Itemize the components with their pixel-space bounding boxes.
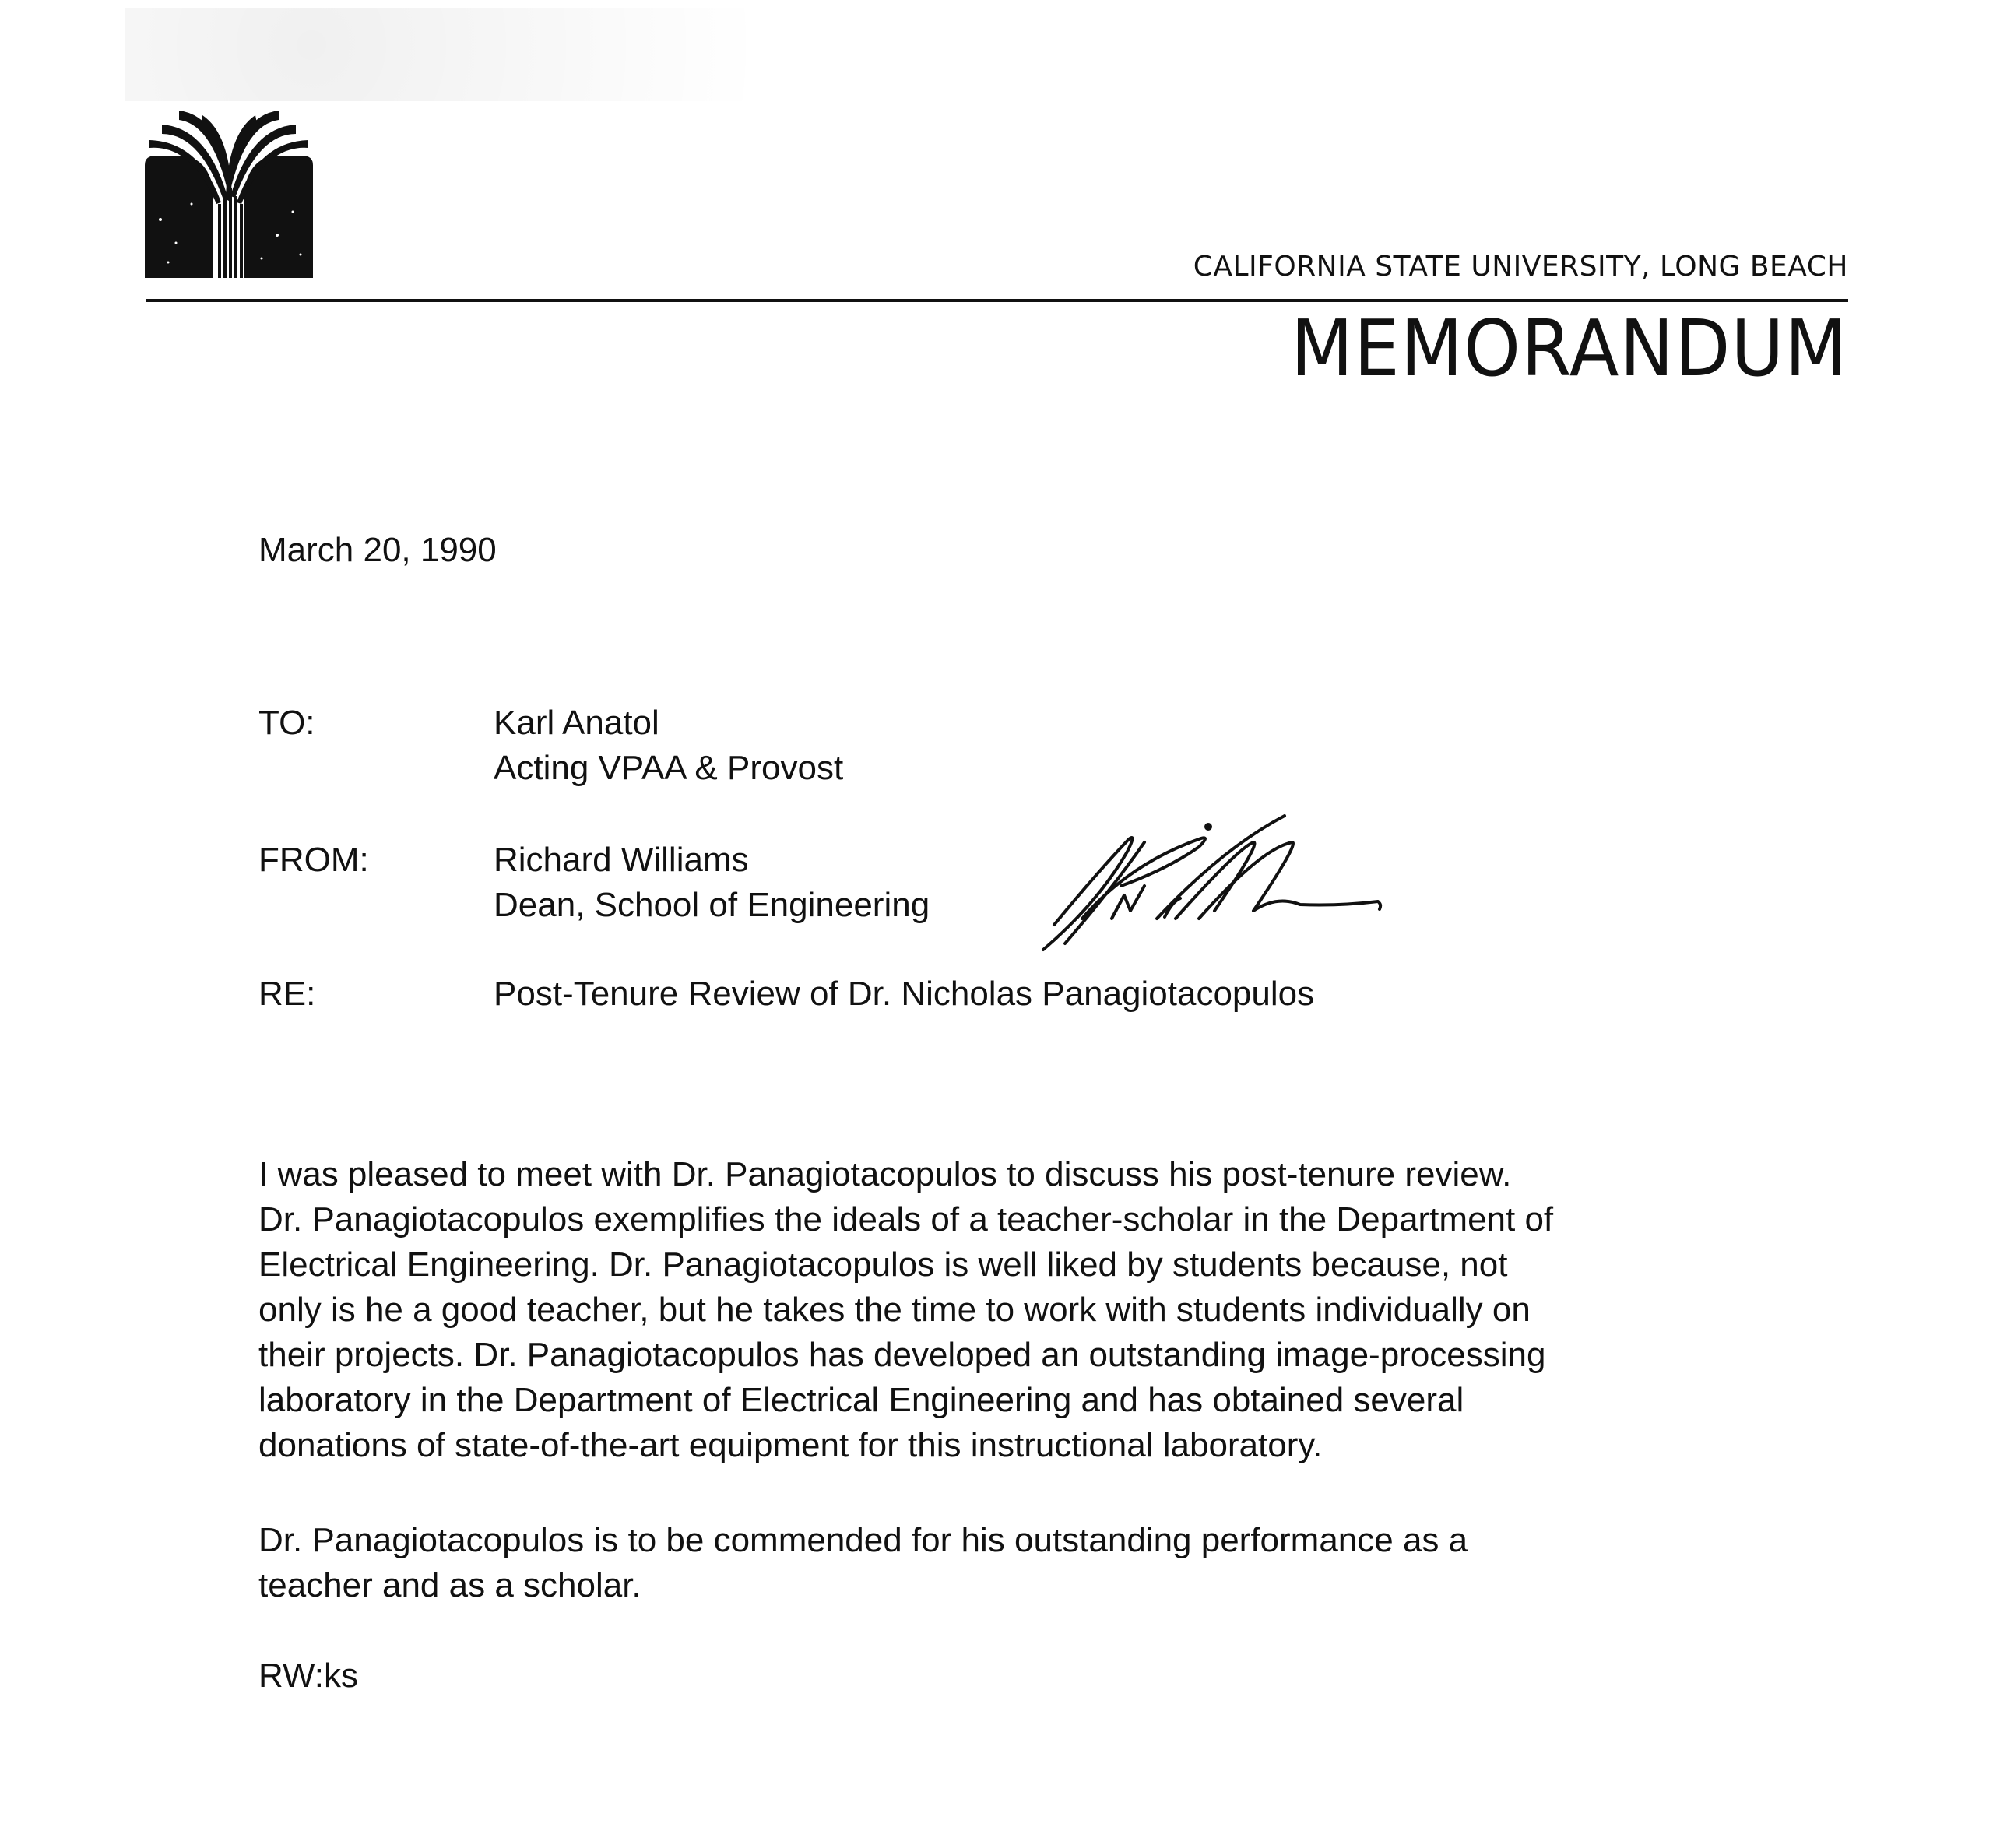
body-line: their projects. Dr. Panagiotacopulos has developed an outstanding image-processing bbox=[258, 1336, 1546, 1374]
body-line: Dr. Panagiotacopulos is to be commended for his outstanding performance as a bbox=[258, 1521, 1468, 1559]
to-title: Acting VPAA & Provost bbox=[494, 749, 844, 787]
body-line: Electrical Engineering. Dr. Panagiotacopulos is well liked by students because, not bbox=[258, 1245, 1508, 1284]
body-line: Dr. Panagiotacopulos exemplifies the ideals of a teacher-scholar in the Department of bbox=[258, 1200, 1554, 1238]
handwritten-signature-icon bbox=[1028, 802, 1432, 957]
body-paragraph-2 bbox=[258, 1518, 1468, 1608]
csulb-tree-logo-icon bbox=[145, 111, 313, 278]
body-line: teacher and as a scholar. bbox=[258, 1566, 641, 1604]
body-paragraph-1 bbox=[258, 1152, 1553, 1468]
header-rule bbox=[146, 299, 1848, 302]
body-line: only is he a good teacher, but he takes the time to work with students individually on bbox=[258, 1291, 1531, 1329]
re-label: RE: bbox=[258, 975, 316, 1013]
typist-initials: RW:ks bbox=[258, 1657, 358, 1695]
body-line: laboratory in the Department of Electrical Engineering and has obtained several bbox=[258, 1381, 1464, 1419]
scan-noise bbox=[125, 8, 1059, 101]
body-line: donations of state-of-the-art equipment for this instructional laboratory. bbox=[258, 1426, 1323, 1464]
institution-name: CALIFORNIA STATE UNIVERSITY, LONG BEACH bbox=[1193, 251, 1848, 283]
to-name: Karl Anatol bbox=[494, 704, 659, 742]
body-line: I was pleased to meet with Dr. Panagiotacopulos to discuss his post-tenure review. bbox=[258, 1155, 1512, 1193]
re-subject: Post-Tenure Review of Dr. Nicholas Panagiotacopulos bbox=[494, 975, 1315, 1013]
memo-date: March 20, 1990 bbox=[258, 531, 497, 569]
to-label: TO: bbox=[258, 704, 315, 742]
document-title: MEMORANDUM bbox=[1291, 303, 1848, 394]
from-name: Richard Williams bbox=[494, 841, 749, 879]
from-title: Dean, School of Engineering bbox=[494, 886, 930, 924]
from-label: FROM: bbox=[258, 841, 369, 879]
